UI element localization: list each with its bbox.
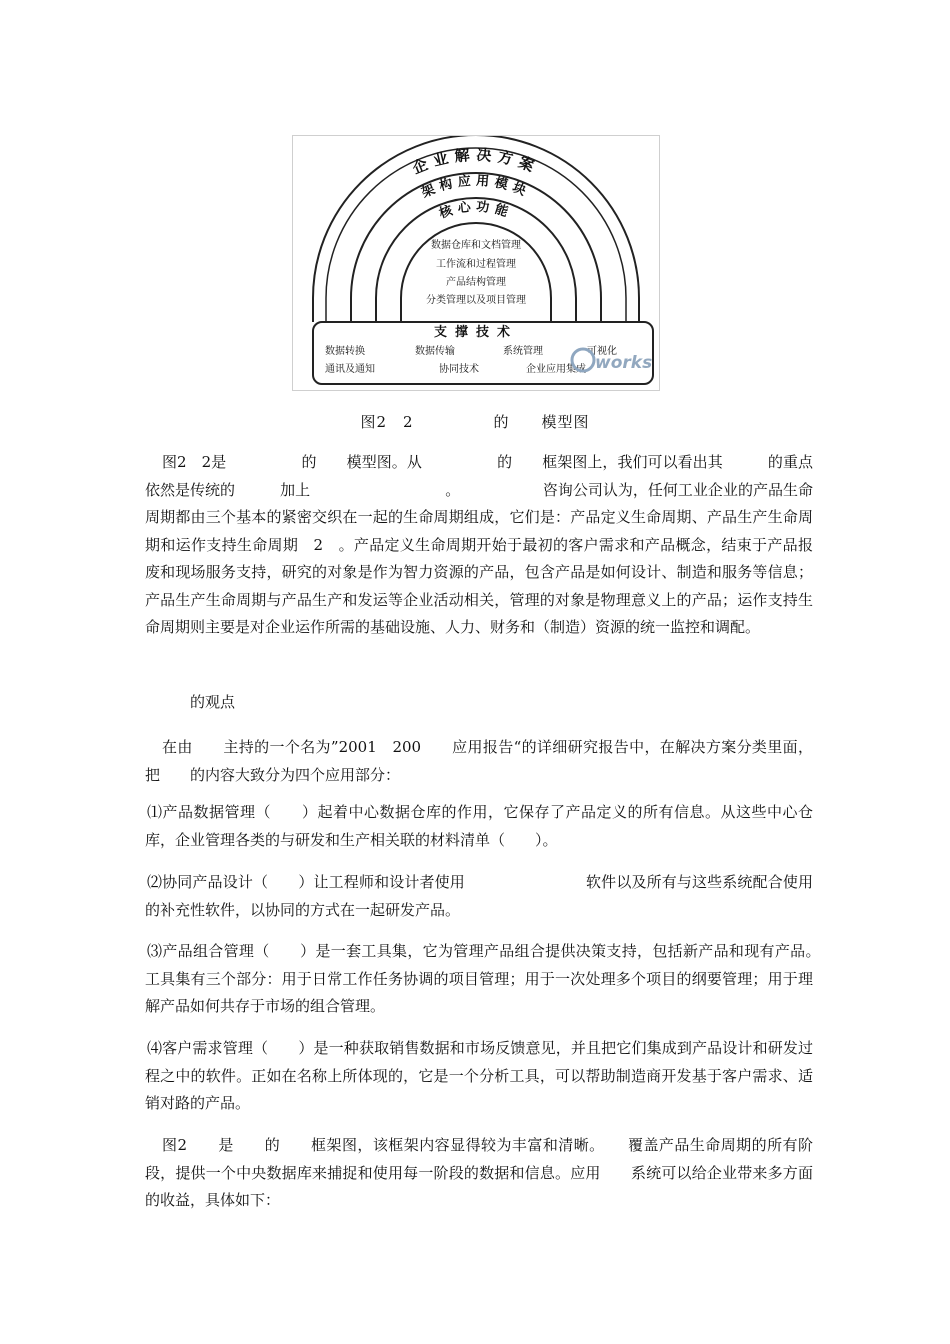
- paragraph-intro: 图2 2是 的 模型图。从 的 框架图上，我们可以看出其 的重点依然是传统的 加上 。 咨询公司认为，任何工业企业的产品生命周期都由三个基本的紧密交织在一起的生命周期组成，它们是：产品定义生命周期、产品生产生命周期和运作支持生命周期 2 。产品定义生命周期开始于最初的客户需求和产品概念，结束于产品报废和现场服务支持，研究的对象是作为智力资源的产品，包含产品是如何设计、制造和服务等信息；产品生产生命周期与产品生产和发运等企业活动相关，管理的对象是物理意义上的产品；运作支持生命周期则主要是对企业运作所需的基础设施、人力、财务和（制造）资源的统一监控和调配。: [145, 453, 813, 636]
- support-item-data-transfer: 数据传输: [415, 346, 455, 357]
- core-item-4: 分类管理以及项目管理: [426, 295, 526, 306]
- paragraph-report: 在由 主持的一个名为”2001 200 应用报告“的详细研究报告中，在解决方案分类里面，把 的内容大致分为四个应用部分：: [145, 738, 813, 784]
- model-diagram: [293, 136, 659, 390]
- arc-label-core-functions: 核心功能: [437, 199, 515, 222]
- section-heading: 的观点: [160, 693, 236, 711]
- figure-caption: 图2 2 的 模型图: [360, 413, 590, 431]
- paragraph-framework: 图2 是 的 框架图，该框架内容显得较为丰富和清晰。 覆盖产品生命周期的所有阶段，提供一个中央数据库来捕捉和使用每一阶段的数据和信息。应用 系统可以给企业带来多方面的收益，具体如下：: [145, 1136, 813, 1209]
- support-item-system-management: 系统管理: [503, 346, 543, 357]
- arc-label-enterprise-solutions: 企业解决方案: [409, 145, 543, 178]
- model-diagram-figure: [292, 135, 660, 391]
- arc-label-architecture-modules: 架构应用模块: [419, 173, 533, 202]
- svg-text:架构应用模块: [419, 173, 533, 201]
- core-item-3: 产品结构管理: [446, 277, 506, 288]
- paragraph-ppm: ⑶产品组合管理（ ）是一套工具集，它为管理产品组合提供决策支持，包括新产品和现有产品。 工具集有三个部分：用于日常工作任务协调的项目管理；用于一次处理多个项目的纲要管理；用于理解产品如何共存于市场的组合管理。: [145, 942, 844, 1015]
- support-item-collaboration: 协同技术: [439, 364, 479, 375]
- core-item-1: 数据仓库和文档管理: [431, 240, 521, 251]
- arch-core-band: [401, 223, 551, 322]
- support-technology-title: 支撑技术: [433, 325, 519, 340]
- paragraph-cpd: ⑵协同产品设计（ ）让工程师和设计者使用 软件以及所有与这些系统配合使用的补充性软件，以协同的方式在一起研发产品。: [145, 873, 813, 919]
- support-item-visualization: 可视化: [587, 346, 617, 357]
- paragraph-pdm: ⑴产品数据管理（ ）起着中心数据仓库的作用，它保存了产品定义的所有信息。从这些中心仓库，企业管理各类的与研发和生产相关联的材料清单（ ）。: [145, 803, 813, 849]
- svg-text:works: works: [595, 353, 653, 373]
- paragraph-crm: ⑷客户需求管理（ ）是一种获取销售数据和市场反馈意见，并且把它们集成到产品设计和研发过程之中的软件。正如在名称上所体现的，它是一个分析工具，可以帮助制造商开发基于客户需求、适销对路的产品。: [145, 1039, 813, 1112]
- core-item-2: 工作流和过程管理: [436, 259, 516, 270]
- support-item-communication: 通讯及通知: [325, 364, 375, 375]
- support-item-eai: 企业应用集成: [526, 364, 586, 375]
- support-item-data-conversion: 数据转换: [325, 346, 365, 357]
